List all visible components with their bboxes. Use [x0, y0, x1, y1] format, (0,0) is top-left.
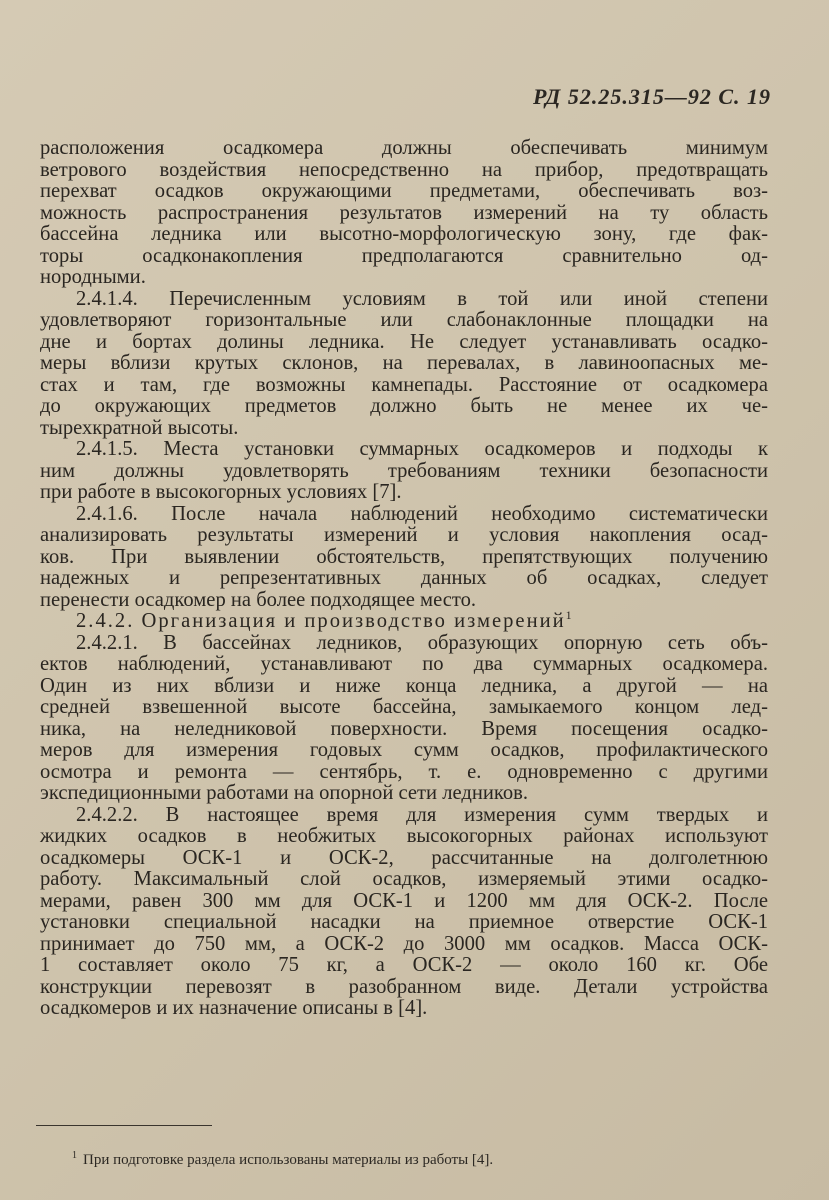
text-line: 1 составляет около 75 кг, а ОСК-2 — около 160 кг. Обе: [40, 954, 768, 976]
text-line: удовлетворяют горизонтальные или слабонаклонные площадки на: [40, 309, 768, 331]
text-line: бассейна ледника или высотно-морфологическую зону, где фак-: [40, 223, 768, 245]
text-line: расположения осадкомера должны обеспечивать минимум: [40, 137, 768, 159]
section-heading-2-4-2: [40, 608, 768, 633]
text-line: конструкции перевозят в разобранном виде. Детали устройства: [40, 975, 768, 998]
footnote-text: При подготовке раздела использованы материалы из работы [4].: [83, 1152, 494, 1168]
text-line: работу. Максимальный слой осадков, измеряемый этими осадко-: [40, 868, 768, 890]
footnote: [72, 1152, 493, 1169]
text-line: дне и бортах долины ледника. Не следует устанавливать осадко-: [40, 330, 768, 353]
body-text: [40, 138, 768, 1020]
paragraph-start-2-4-1-6: 2.4.1.6. После начала наблюдений необходимо систематически: [76, 502, 768, 525]
text-line: осмотра и ремонта — сентябрь, т. е. одновременно с другими: [40, 760, 768, 783]
footnote-marker: 1: [565, 608, 572, 623]
text-line: мерами, равен 300 мм для ОСК-1 и 1200 мм для ОСК-2. После: [40, 889, 768, 912]
text-line: осадкомеров и их назначение описаны в [4].: [40, 997, 428, 1019]
running-header: РД 52.25.315—92 С. 19: [533, 84, 771, 109]
text-line: установки специальной насадки на приемное отверстие ОСК-1: [40, 911, 768, 933]
text-line: ника, на неледниковой поверхности. Время посещения осадко-: [40, 717, 768, 740]
text-line: перехват осадков окружающими предметами, обеспечивать воз-: [40, 180, 768, 202]
text-line: перенести осадкомер на более подходящее место.: [40, 588, 477, 611]
footnote-mark: 1: [72, 1150, 77, 1161]
text-line: анализировать результаты измерений и условия накопления осад-: [40, 524, 768, 546]
text-line: средней взвешенной высоте бассейна, замыкаемого концом лед-: [40, 696, 768, 718]
text-line: меров для измерения годовых сумм осадков, профилактического: [40, 739, 768, 761]
footnote-divider: [36, 1125, 212, 1126]
paragraph-start-2-4-1-5: 2.4.1.5. Места установки суммарных осадкомеров и подходы к: [76, 438, 768, 460]
text-line: ектов наблюдений, устанавливают по два суммарных осадкомера.: [40, 653, 768, 675]
text-line: ним должны удовлетворять требованиям техники безопасности: [40, 459, 768, 482]
text-line: ветрового воздействия непосредственно на прибор, предотвращать: [40, 158, 768, 181]
text-line: экспедиционными работами на опорной сети ледников.: [40, 782, 529, 804]
text-line: можность распространения результатов измерений на ту область: [40, 201, 768, 224]
text-line: надежных и репрезентативных данных об осадках, следует: [40, 567, 768, 589]
text-line: принимает до 750 мм, а ОСК-2 до 3000 мм осадков. Масса ОСК-: [40, 932, 768, 955]
paragraph-start-2-4-1-4: 2.4.1.4. Перечисленным условиям в той или иной степени: [76, 287, 768, 310]
text-line: меры вблизи крутых склонов, на перевалах, в лавиноопасных ме-: [40, 352, 768, 374]
text-line: торы осадконакопления предполагаются сравнительно од-: [40, 244, 768, 267]
text-line: нородными.: [40, 266, 146, 288]
text-line: осадкомеры ОСК-1 и ОСК-2, рассчитанные на долголетнюю: [40, 846, 768, 869]
text-line: Один из них вблизи и ниже конца ледника, а другой — на: [40, 674, 768, 697]
text-line: до окружающих предметов должно быть не менее их че-: [40, 395, 768, 417]
text-line: при работе в высокогорных условиях [7].: [40, 481, 402, 503]
text-line: ков. При выявлении обстоятельств, препятствующих получению: [40, 545, 768, 568]
paragraph-start-2-4-2-2: 2.4.2.2. В настоящее время для измерения сумм твердых и: [76, 803, 768, 826]
text-line: стах и там, где возможны камнепады. Расстояние от осадкомера: [40, 373, 768, 396]
text-line: тырехкратной высоты.: [40, 416, 239, 439]
paragraph-start-2-4-2-1: 2.4.2.1. В бассейнах ледников, образующих опорную сеть объ-: [76, 631, 768, 654]
section-heading-text: 2.4.2. Организация и производство измерений: [76, 610, 566, 632]
text-line: жидких осадков в необжитых высокогорных районах используют: [40, 825, 768, 847]
